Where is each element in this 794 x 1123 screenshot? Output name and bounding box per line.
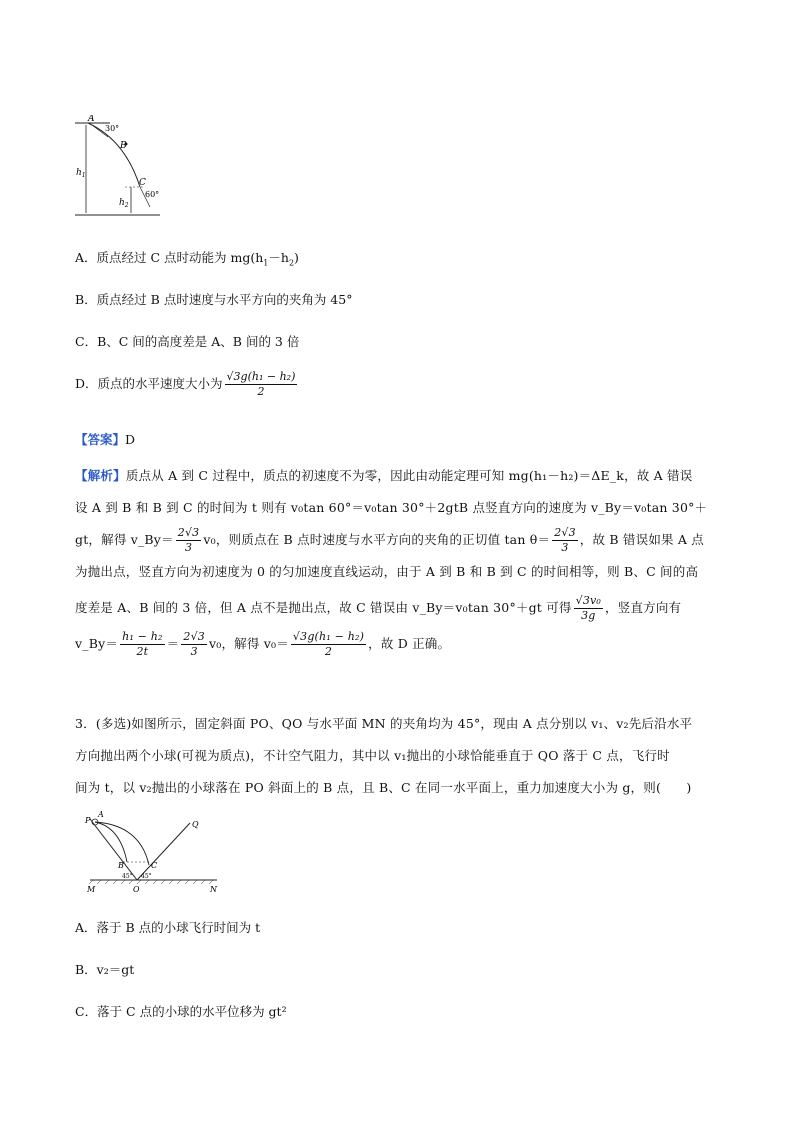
- question-3: 3．(多选)如图所示，固定斜面 PO、QO 与水平面 MN 的夹角均为 45°，现由 A 点分别以 v₁、v₂先后沿水平 方向抛出两个小球(可视为质点)，不计空气阻力，其中以 v₁抛出的小球恰能垂直于 QO 落于 C 点，飞行时 间为 t，以 v₂抛出的小球落在 PO 斜面上的 B 点，且 B、C 在同一水平面上，重力加速度大小为 g，则( ): [75, 716, 693, 795]
- angle-60: 60°: [145, 190, 160, 199]
- svg-text:Q: Q: [192, 820, 199, 829]
- svg-text:45°: 45°: [122, 873, 133, 880]
- q3-option-c: C．落于 C 点的小球的水平位移为 gt²: [75, 1004, 287, 1019]
- angle-30: 30°: [105, 124, 120, 133]
- svg-text:A: A: [98, 810, 104, 819]
- analysis-block: 【解析】质点从 A 到 C 过程中，质点的初速度不为零，因此由动能定理可知 mg(h₁－h₂)＝ΔE_k，故 A 错误 设 A 到 B 和 B 到 C 的时间为 t 则有 v₀tan 60°＝v₀tan 30°＋2gtB 点竖直方向的速度为 v_By＝v₀tan 30°＋ gt，解得 v_By＝ $\frac{2√3}{3}$ v₀，则质点在 B 点时速度与水平方向的夹角的正切值 tan θ＝ $\frac{2√3}{3}$ ，故 B 错误如果 A 点 为抛出点，竖直方向为初速度为 0 的匀加速度直线运动，由于 A 到 B 和 B 到 C 的时间相等，则 B、C 间的高 度差是 A、B 间的 3 倍，但 A 点不是抛出点，故 C 错误由 v_By＝v₀tan 30°＋gt 可得 $\frac{\text{√3v₀}}{3g}$ ，竖直方向有 v_By＝ $\frac{\text{h₁ − h₂}}{2t}$ ＝ $\frac{2√3}{3}$ v₀，解得 v₀＝ $\frac{\text{√3g(h₁ − h₂)}}{2}$ ，故 D 正确。: [75, 468, 708, 658]
- option-c: C．B、C 间的高度差是 A、B 间的 3 倍: [75, 334, 300, 349]
- answer-line: [75, 430, 135, 448]
- q3-option-a: A．落于 B 点的小球飞行时间为 t: [75, 920, 261, 935]
- label-B: B: [120, 141, 127, 151]
- q3-option-b: B．v₂＝gt: [75, 962, 135, 977]
- svg-text:B: B: [118, 861, 124, 870]
- projectile-figure-1: [70, 115, 180, 220]
- svg-text:h1: $h_1$: [76, 168, 86, 179]
- option-b: B．质点经过 B 点时速度与水平方向的夹角为 45°: [75, 292, 353, 307]
- svg-text:M: M: [87, 885, 96, 894]
- option-d: D．质点的水平速度大小为 $\frac{\text{√3g(h₁ − h₂)}}{2}$: [75, 370, 296, 398]
- projectile-figure-2: [85, 805, 225, 895]
- label-A: A: [88, 115, 95, 124]
- answer-tag: 【答案】: [75, 432, 126, 447]
- answer-value: D: [125, 432, 136, 447]
- svg-text:N: N: [210, 885, 217, 894]
- svg-text:45°: 45°: [141, 873, 152, 880]
- svg-text:O: O: [133, 885, 140, 894]
- svg-text:h2: $h_2$: [119, 198, 129, 209]
- analysis-tag: 【解析】: [75, 468, 126, 483]
- svg-text:C: C: [151, 861, 158, 870]
- svg-text:P: P: [85, 816, 91, 825]
- option-a: A．质点经过 C 点时动能为 $mg(h_1-h_2)$: [75, 250, 299, 268]
- label-C: C: [139, 178, 146, 188]
